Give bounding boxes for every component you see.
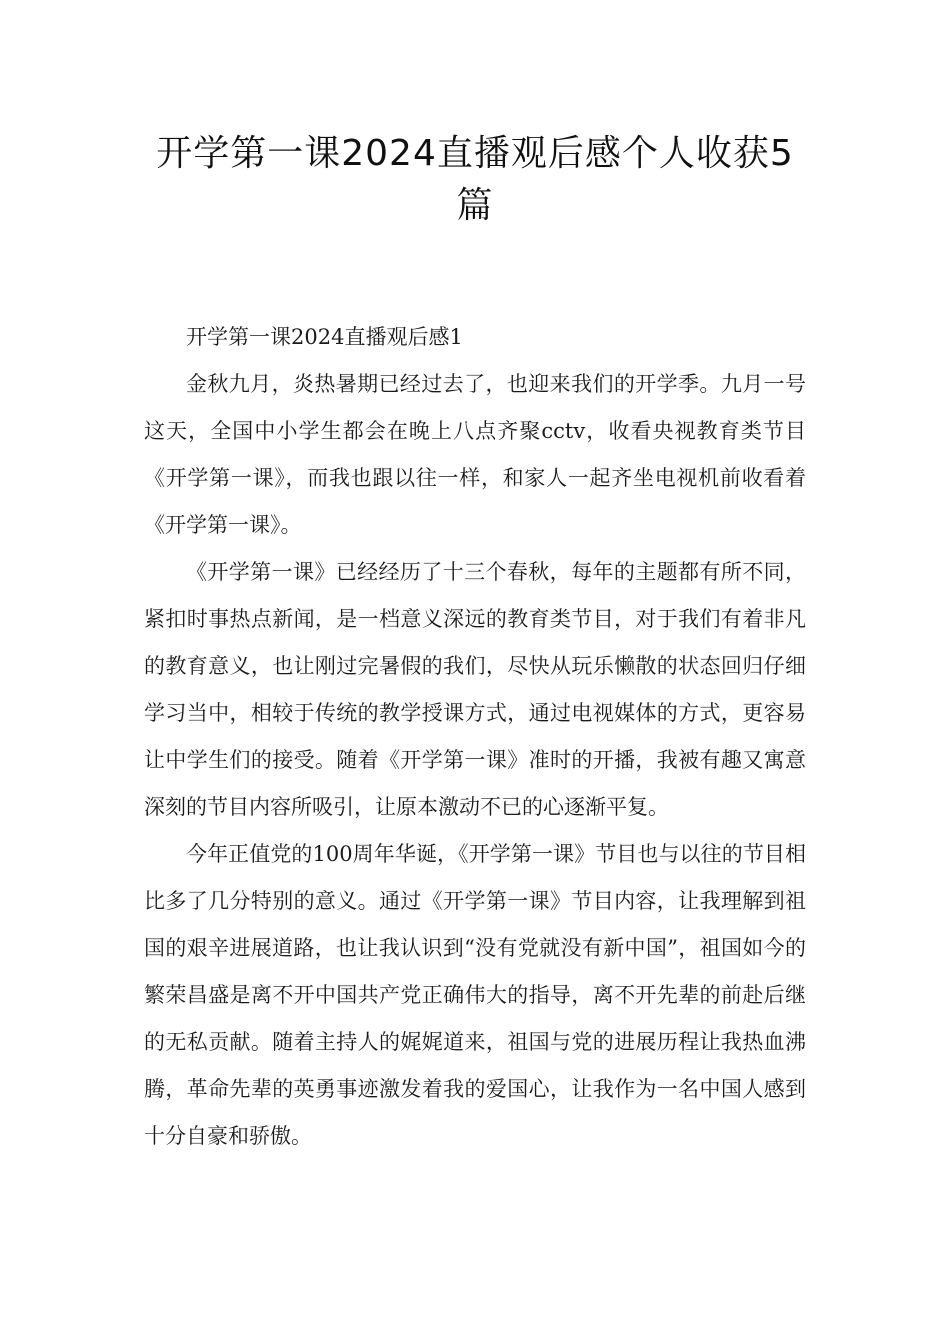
paragraph-3: 今年正值党的100周年华诞，《开学第一课》节目也与以往的节目相比多了几分特别的意义。通过《开学第一课》节目内容，让我理解到祖国的艰辛进展道路，也让我认识到“没有党就没有新中国”，祖国如今的繁荣昌盛是离不开中国共产党正确伟大的指导，离不开先辈的前赴后继的无私贡献。随着主持人的娓娓道来，祖国与党的进展历程让我热血沸腾，革命先辈的英勇事迹激发着我的爱国心，让我作为一名中国人感到十分自豪和骄傲。 <box>144 842 806 1148</box>
document-body <box>144 314 806 1160</box>
document-title: 开学第一课2024直播观后感个人收获5篇 <box>156 133 794 226</box>
paragraph-2: 《开学第一课》已经经历了十三个春秋，每年的主题都有所不同，紧扣时事热点新闻，是一档意义深远的教育类节目，对于我们有着非凡的教育意义，也让刚过完暑假的我们，尽快从玩乐懒散的状态回归仔细学习当中，相较于传统的教学授课方式，通过电视媒体的方式，更容易让中学生们的接受。随着《开学第一课》准时的开播，我被有趣又寓意深刻的节目内容所吸引，让原本激动不已的心逐渐平复。 <box>144 560 806 819</box>
paragraph-1: 金秋九月，炎热暑期已经过去了，也迎来我们的开学季。九月一号这天，全国中小学生都会在晚上八点齐聚cctv，收看央视教育类节目《开学第一课》，而我也跟以往一样，和家人一起齐坐电视机前收看着《开学第一课》。 <box>144 372 806 537</box>
section-heading: 开学第一课2024直播观后感1 <box>186 325 463 349</box>
